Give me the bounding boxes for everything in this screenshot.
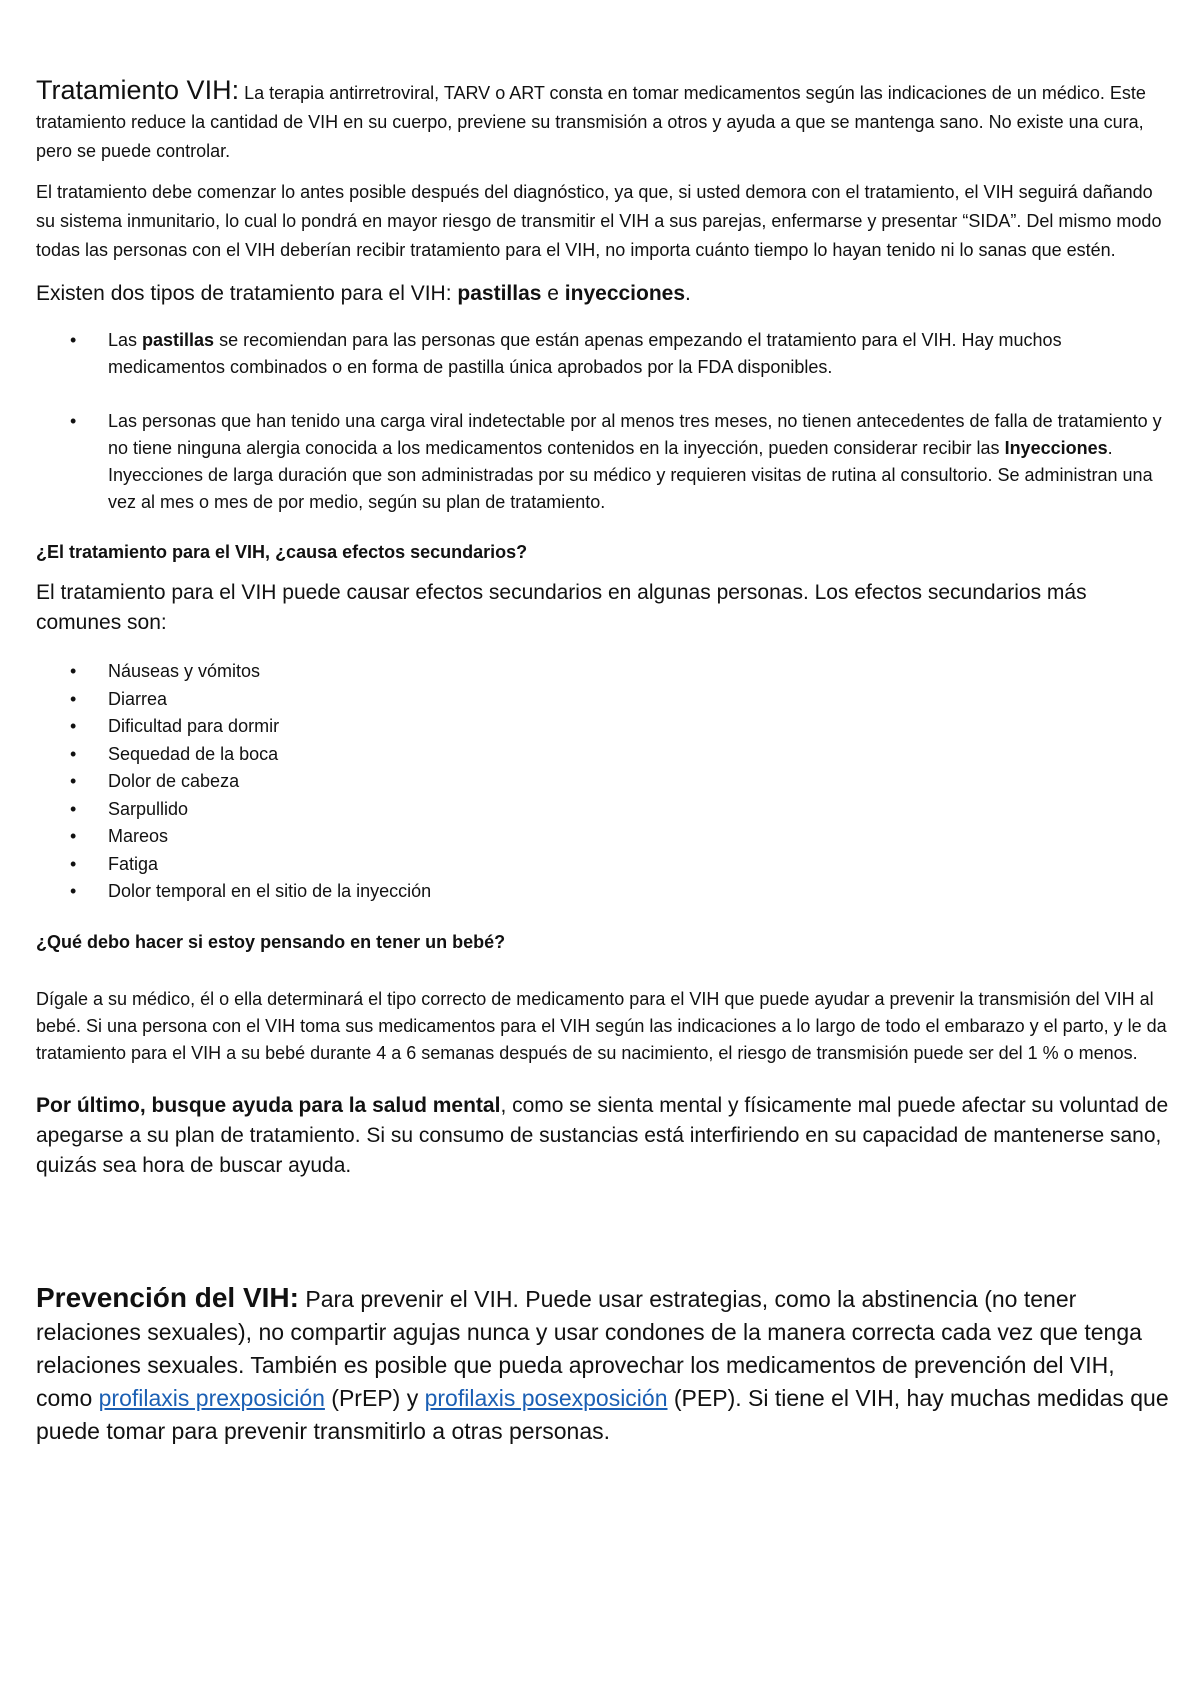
list-item <box>36 878 1176 906</box>
efectos-intro: El tratamiento para el VIH puede causar efectos secundarios en algunas personas. Los efectos secundarios más comunes son: <box>36 581 1087 634</box>
bullet2-bold: Inyecciones <box>1004 438 1108 458</box>
tratamiento-intro-text: La terapia antirretroviral, TARV o ART consta en tomar medicamentos según las indicaciones de un médico. Este tratamiento reduce la cantidad de VIH en su cuerpo, previene su transmisión a otros y ayuda a que se mantenga sano. No existe una cura, pero se puede controlar. <box>36 83 1146 161</box>
bullet-icon: • <box>70 716 77 736</box>
types-prefix: Existen dos tipos de tratamiento para el VIH: <box>36 282 458 305</box>
tratamiento-heading: Tratamiento VIH: <box>36 75 240 105</box>
mental-paragraph <box>36 1091 1176 1181</box>
prep-link[interactable]: profilaxis prexposición <box>98 1384 325 1411</box>
bullet-icon: • <box>70 688 77 709</box>
bullet-icon: • <box>70 771 77 791</box>
mental-text: , como se sienta mental y físicamente mal puede afectar su voluntad de apegarse a su plan de tratamiento. Si su consumo de sustancias está interfiriendo en su capacidad de mantenerse sano, quizás sea hora de buscar ayuda. <box>36 1093 1169 1177</box>
effect-label: Fatiga <box>108 853 159 874</box>
types-injections: inyecciones <box>564 282 686 305</box>
bebe-question: ¿Qué debo hacer si estoy pensando en tener un bebé? <box>36 931 506 952</box>
effect-label: Dolor temporal en el sitio de la inyección <box>108 881 432 901</box>
list-item <box>36 713 1176 741</box>
bullet-icon: • <box>70 798 77 819</box>
tratamiento-paragraph: El tratamiento debe comenzar lo antes posible después del diagnóstico, ya que, si usted demora con el tratamiento, el VIH seguirá dañando su sistema inmunitario, lo cual lo pondrá en mayor riesgo de transmitir el VIH a sus parejas, enfermarse y presentar “SIDA”. Del mismo modo todas las personas con el VIH deberían recibir tratamiento para el VIH, no importa cuánto tiempo lo hayan tenido ni lo sanas que estén. <box>36 182 1162 260</box>
list-item <box>36 327 1176 381</box>
list-item <box>36 408 1176 516</box>
bullet2-rest: . Inyecciones de larga duración que son administradas por su médico y requieren visitas de rutina al consultorio. Se administran una vez al mes o mes de por medio, según su plan de tratamiento. <box>108 438 1153 512</box>
bullet-icon: • <box>70 330 77 350</box>
prevencion-text1: Para prevenir el VIH. Puede usar estrategias, como la abstinencia (no tener relaciones sexuales), no compartir agujas nunca y usar condones de la manera correcta cada vez que tenga relaciones sexuales. También es posible que pueda aprovechar los medicamentos de prevención del VIH, como <box>36 1285 1142 1411</box>
effect-label: Mareos <box>108 826 169 846</box>
types-end: . <box>685 282 691 305</box>
list-item <box>36 796 1176 824</box>
tratamiento-types <box>36 279 1176 309</box>
bullet1-prefix: Las <box>108 330 143 350</box>
effect-label: Sarpullido <box>108 798 189 819</box>
effect-label: Sequedad de la boca <box>108 743 279 764</box>
treatment-bullet-list <box>36 327 1176 516</box>
bullet1-bold: pastillas <box>142 330 215 350</box>
bullet-icon: • <box>70 661 77 681</box>
bullet-icon: • <box>70 826 77 846</box>
bebe-text: Dígale a su médico, él o ella determinará el tipo correcto de medicamento para el VIH que puede ayudar a prevenir la transmisión del VIH al bebé. Si una persona con el VIH toma sus medicamentos para el VIH según las indicaciones a lo largo de todo el embarazo y el parto, y le da tratamiento para el VIH a su bebé durante 4 a 6 semanas después de su nacimiento, el riesgo de transmisión puede ser del 1 % o menos. <box>36 988 1167 1063</box>
bullet-icon: • <box>70 743 77 764</box>
efectos-question: ¿El tratamiento para el VIH, ¿causa efectos secundarios? <box>36 542 528 562</box>
list-item <box>36 658 1176 686</box>
types-and: e <box>541 282 565 305</box>
effect-label: Dificultad para dormir <box>108 716 280 736</box>
bullet-icon: • <box>70 881 77 901</box>
effect-label: Náuseas y vómitos <box>108 661 261 681</box>
list-item <box>36 768 1176 796</box>
tratamiento-intro <box>36 76 1176 166</box>
list-item <box>36 823 1176 851</box>
bullet-icon: • <box>70 411 77 431</box>
prevencion-text2: (PrEP) y <box>324 1384 425 1411</box>
list-item <box>36 851 1176 879</box>
list-item <box>36 741 1176 769</box>
prevencion-paragraph <box>36 1281 1176 1448</box>
types-pills: pastillas <box>457 282 542 305</box>
effect-label: Diarrea <box>108 688 168 709</box>
bullet-icon: • <box>70 853 77 874</box>
prevencion-text3: (PEP). Si tiene el VIH, hay muchas medidas que puede tomar para prevenir transmitirlo a otras personas. <box>36 1384 1169 1444</box>
side-effects-list <box>36 658 1176 906</box>
pep-link[interactable]: profilaxis posexposición <box>424 1384 668 1411</box>
bullet1-rest: se recomiendan para las personas que están apenas empezando el tratamiento para el VIH. Hay muchos medicamentos combinados o en forma de pastilla única aprobados por la FDA disponibles. <box>108 330 1062 377</box>
prevencion-heading: Prevención del VIH: <box>36 1281 299 1313</box>
effect-label: Dolor de cabeza <box>108 771 240 791</box>
list-item <box>36 686 1176 714</box>
document-page <box>36 76 1176 1448</box>
bullet2-prefix: Las personas que han tenido una carga viral indetectable por al menos tres meses, no tienen antecedentes de falla de tratamiento y no tiene ninguna alergia conocida a los medicamentos contenidos en la inyección, pueden considerar recibir las <box>108 411 1162 458</box>
mental-bold: Por último, busque ayuda para la salud mental <box>36 1093 501 1117</box>
